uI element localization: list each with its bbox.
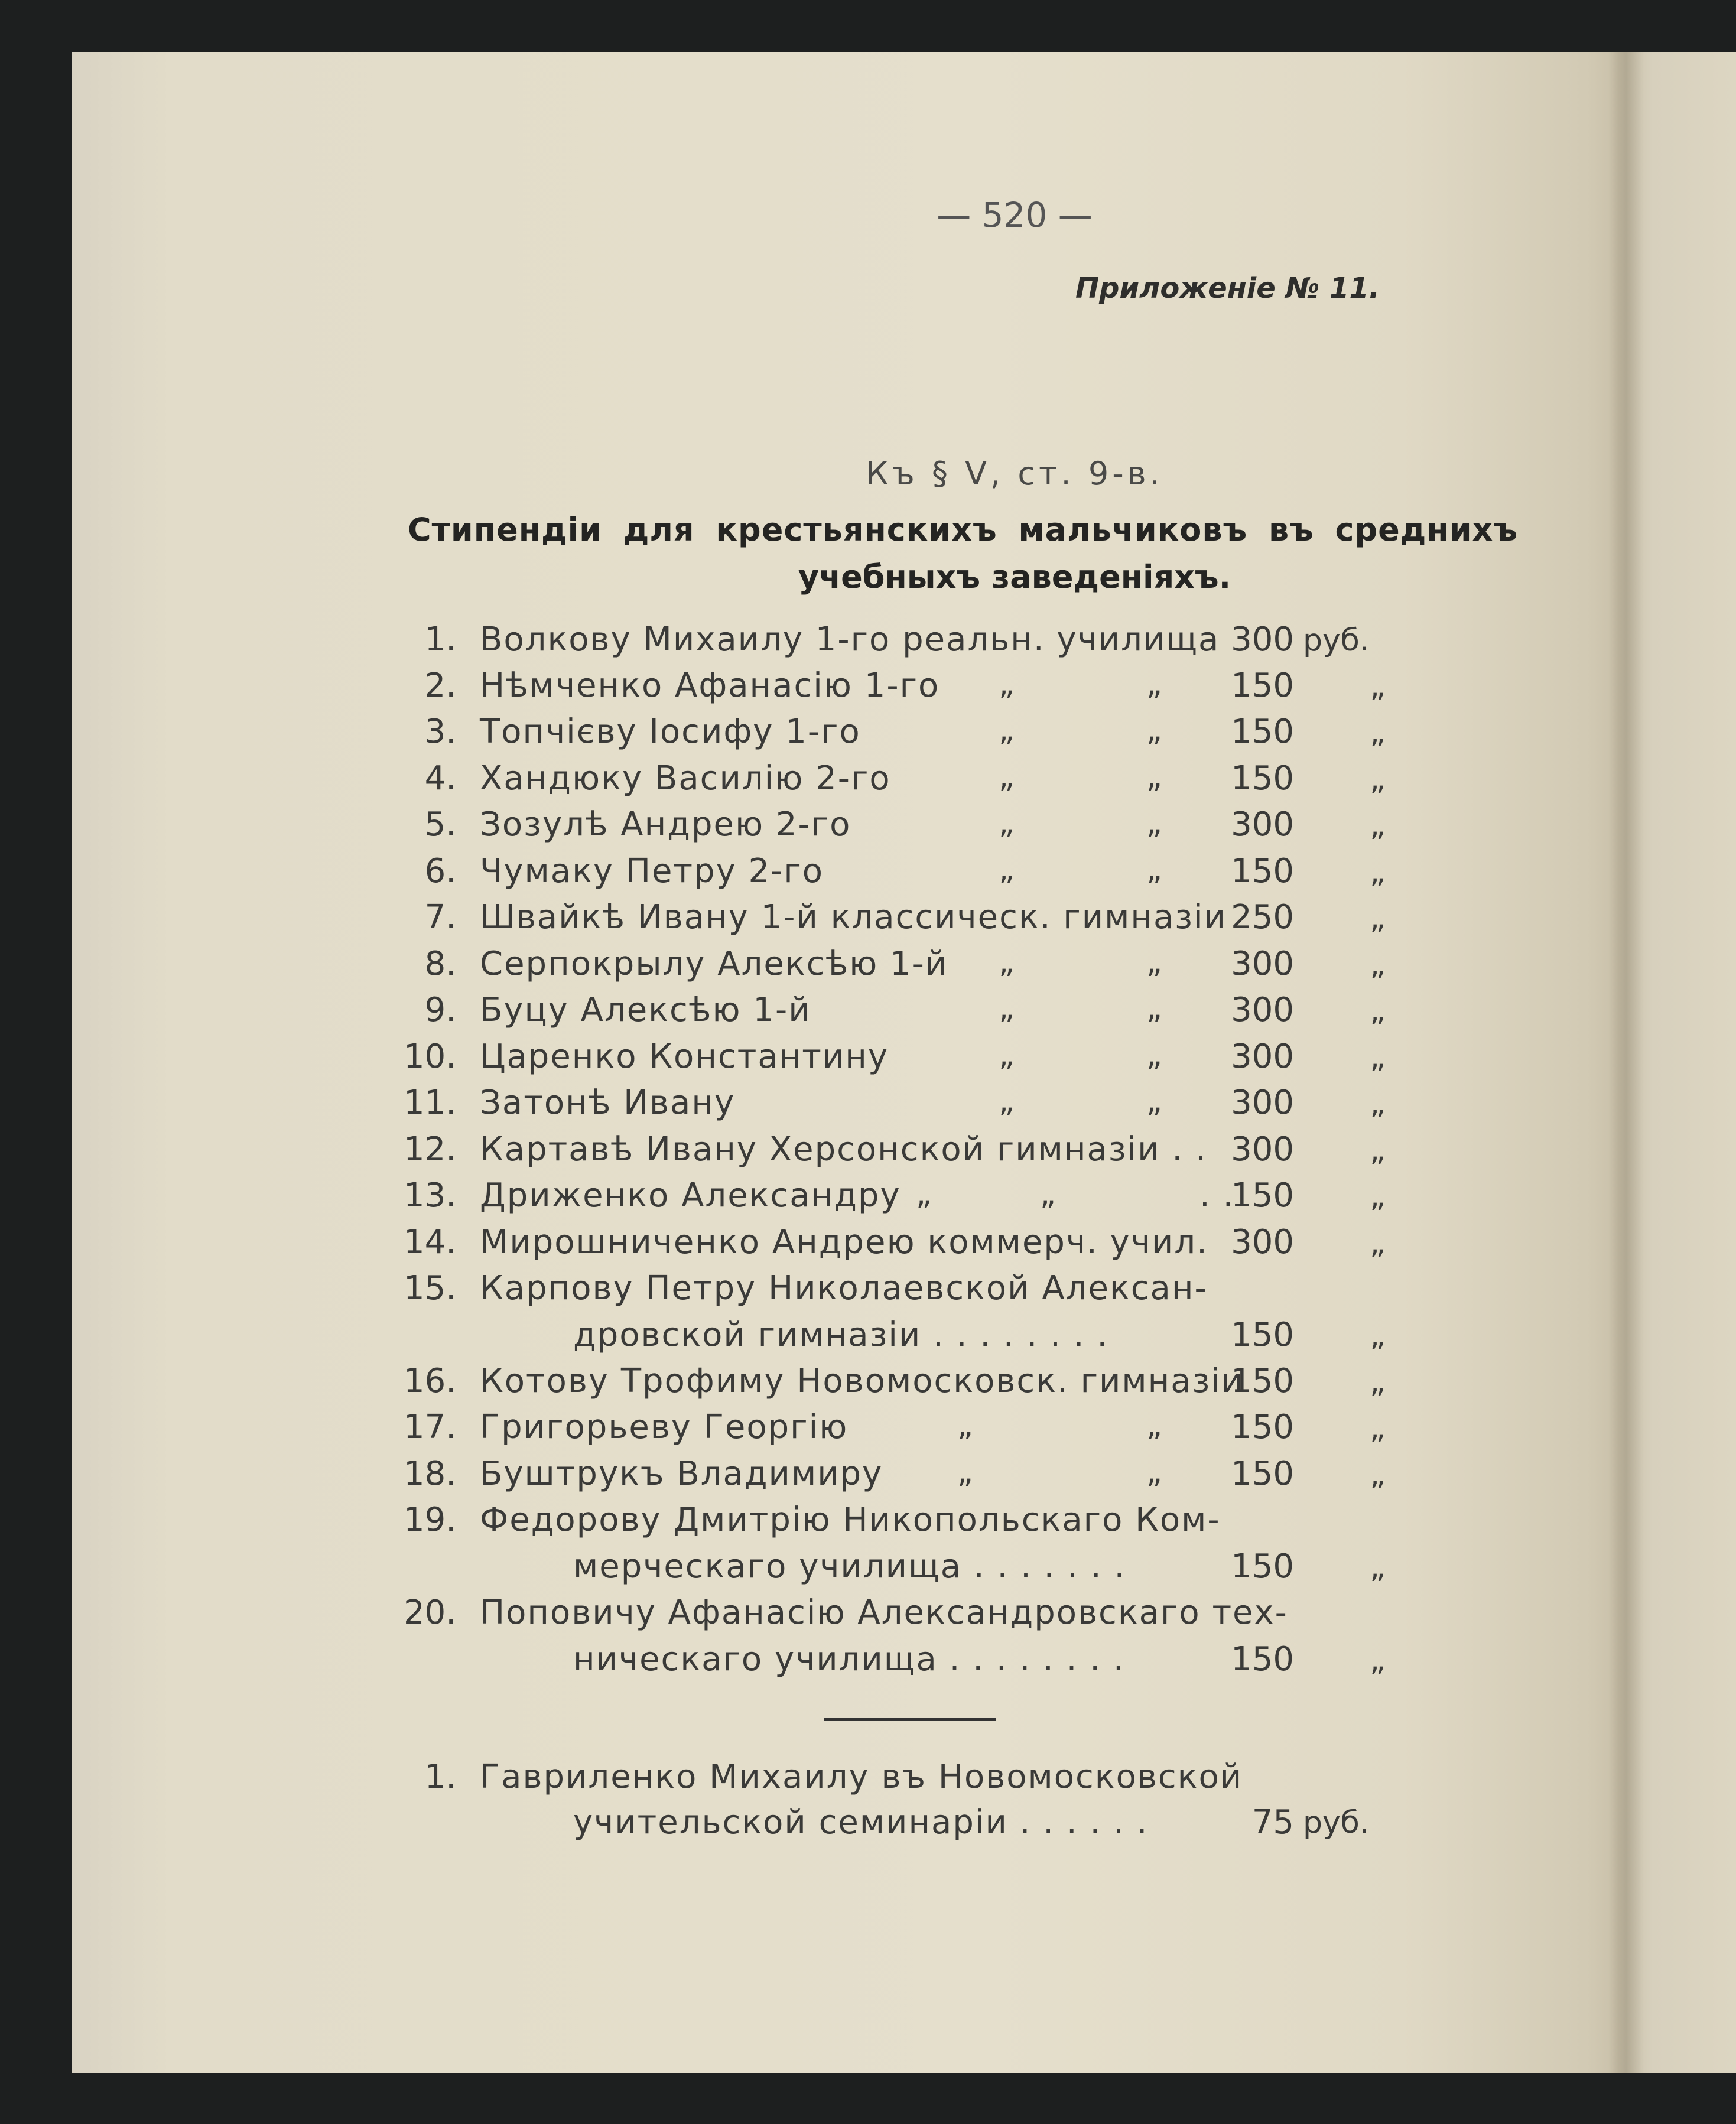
ditto-mark: „ <box>1146 1408 1162 1443</box>
entry-name: Топчієву Іосифу 1-го <box>480 713 861 751</box>
entry-name: Нѣмченко Афанасію 1-го <box>480 666 940 705</box>
entry-name: Дриженко Александру <box>480 1176 901 1215</box>
entry-leader-dots: . . <box>1199 1176 1235 1215</box>
entry-amount: 300 <box>1231 945 1294 983</box>
entry-name: Карпову Петру Николаевской Алексан- <box>480 1269 1208 1307</box>
entry-continuation: ническаго училища . . . . . . . . <box>573 1640 1125 1679</box>
entry-number: 9. <box>424 991 456 1029</box>
entry-amount: 300 <box>1231 1037 1294 1076</box>
entry-unit: „ <box>1370 993 1386 1029</box>
heading-line-1: Стипендіи для крестьянскихъ мальчиковъ въ среднихъ <box>408 511 1518 548</box>
entry-unit: „ <box>1370 900 1386 936</box>
entry-number: 12. <box>403 1130 456 1169</box>
ditto-mark: „ <box>957 1455 973 1490</box>
ditto-mark: „ <box>957 1408 973 1443</box>
ditto-mark: „ <box>1040 1176 1056 1212</box>
entry-unit: „ <box>1370 1364 1386 1400</box>
ditto-mark: „ <box>1146 945 1162 980</box>
ditto-mark: „ <box>999 759 1015 795</box>
entry-unit: „ <box>1370 1550 1386 1585</box>
page-number: — 520 — <box>937 195 1093 235</box>
ditto-mark: „ <box>999 991 1015 1026</box>
ditto-mark: „ <box>999 805 1015 841</box>
entry-unit: „ <box>1370 669 1386 704</box>
ditto-mark: „ <box>1146 713 1162 748</box>
entry-amount: 150 <box>1231 1176 1294 1215</box>
entry-number: 17. <box>403 1408 456 1446</box>
entry-name: Буштрукъ Владимиру <box>480 1455 883 1493</box>
ditto-mark: „ <box>999 1084 1015 1119</box>
appendix-label: Приложеніе № 11. <box>1075 272 1380 305</box>
entry-unit: „ <box>1370 1086 1386 1121</box>
entry-unit: „ <box>1370 1179 1386 1214</box>
entry-number: 7. <box>424 898 456 936</box>
entry-number: 5. <box>424 805 456 844</box>
entry-number: 10. <box>403 1037 456 1076</box>
entry-name: Чумаку Петру 2-го <box>480 852 824 890</box>
entry-amount: 300 <box>1231 1084 1294 1122</box>
entry-name: Хандюку Василію 2-го <box>480 759 891 798</box>
entry-number: 13. <box>403 1176 456 1215</box>
ditto-mark: „ <box>999 713 1015 748</box>
heading-line-2: учебныхъ заведеніяхъ. <box>798 558 1231 596</box>
ditto-mark: „ <box>999 1037 1015 1073</box>
entry-continuation: дровской гимназіи . . . . . . . . <box>573 1316 1109 1354</box>
ditto-mark: „ <box>1146 666 1162 702</box>
seminary-entry-line-2: учительской семинаріи . . . . . . <box>573 1803 1149 1842</box>
entry-number: 3. <box>424 713 456 751</box>
entry-amount: 150 <box>1231 852 1294 890</box>
entry-amount: 150 <box>1231 1455 1294 1493</box>
entry-name: Серпокрылу Алексѣю 1-й <box>480 945 948 983</box>
entry-unit: „ <box>1370 1457 1386 1492</box>
entry-amount: 150 <box>1231 1316 1294 1354</box>
entry-name: Буцу Алексѣю 1-й <box>480 991 811 1029</box>
entry-number: 8. <box>424 945 456 983</box>
ditto-mark: „ <box>1146 1455 1162 1490</box>
entry-name: Поповичу Афанасію Александровскаго тех- <box>480 1593 1288 1632</box>
entry-unit: „ <box>1370 1410 1386 1446</box>
entry-unit: „ <box>1370 1642 1386 1678</box>
entry-unit: „ <box>1370 1225 1386 1261</box>
ditto-mark: „ <box>999 852 1015 887</box>
entry-name: Царенко Константину <box>480 1037 889 1076</box>
ditto-mark: „ <box>999 666 1015 702</box>
entry-name: Затонѣ Ивану <box>480 1084 736 1122</box>
entry-unit: „ <box>1370 808 1386 843</box>
seminary-entry-number: 1. <box>424 1758 456 1796</box>
entry-amount: 150 <box>1231 759 1294 798</box>
ditto-mark: „ <box>916 1176 932 1212</box>
entry-number: 2. <box>424 666 456 705</box>
ditto-mark: „ <box>1146 805 1162 841</box>
entry-unit: „ <box>1370 715 1386 750</box>
entry-amount: 150 <box>1231 713 1294 751</box>
entry-number: 19. <box>403 1501 456 1539</box>
entry-name: Григорьеву Георгію <box>480 1408 849 1446</box>
ditto-mark: „ <box>999 945 1015 980</box>
entry-amount: 300 <box>1231 805 1294 844</box>
entry-amount: 300 <box>1231 991 1294 1029</box>
divider-rule <box>824 1718 996 1721</box>
entry-number: 11. <box>403 1084 456 1122</box>
entry-number: 14. <box>403 1223 456 1261</box>
seminary-entry-amount: 75 <box>1251 1803 1294 1842</box>
entry-name: Зозулѣ Андрею 2-го <box>480 805 851 844</box>
page-gutter-shadow <box>1608 52 1644 2073</box>
entry-amount: 300 <box>1231 1223 1294 1261</box>
ditto-mark: „ <box>1146 1037 1162 1073</box>
entry-name: Швайкѣ Ивану 1-й классическ. гимназіи <box>480 898 1227 936</box>
entry-amount: 300 <box>1231 1130 1294 1169</box>
entry-number: 4. <box>424 759 456 798</box>
ditto-mark: „ <box>1146 852 1162 887</box>
entry-number: 16. <box>403 1362 456 1400</box>
entry-unit: „ <box>1370 1133 1386 1168</box>
entry-unit: „ <box>1370 854 1386 890</box>
seminary-entry-unit: руб. <box>1303 1805 1370 1840</box>
entry-number: 20. <box>403 1593 456 1632</box>
entry-unit: руб. <box>1303 623 1370 658</box>
entry-unit: „ <box>1370 1040 1386 1075</box>
entry-unit: „ <box>1370 762 1386 797</box>
entry-unit: „ <box>1370 947 1386 983</box>
entry-amount: 300 <box>1231 620 1294 659</box>
entry-amount: 150 <box>1231 1362 1294 1400</box>
entry-amount: 150 <box>1231 666 1294 705</box>
entry-name: Волкову Михаилу 1-го реальн. училища <box>480 620 1220 659</box>
entry-name: Мирошниченко Андрею коммерч. учил. <box>480 1223 1208 1261</box>
entry-amount: 150 <box>1231 1547 1294 1586</box>
section-reference: Къ § V, ст. 9-в. <box>866 455 1163 492</box>
entry-unit: „ <box>1370 1318 1386 1354</box>
entry-amount: 150 <box>1231 1408 1294 1446</box>
entry-amount: 150 <box>1231 1640 1294 1679</box>
entry-name: Котову Трофиму Новомосковск. гимназіи <box>480 1362 1244 1400</box>
entry-number: 1. <box>424 620 456 659</box>
entry-name: Картавѣ Ивану Херсонской гимназіи . . <box>480 1130 1207 1169</box>
seminary-entry-line-1: Гавриленко Михаилу въ Новомосковской <box>480 1758 1243 1796</box>
entry-amount: 250 <box>1231 898 1294 936</box>
entry-continuation: мерческаго училища . . . . . . . <box>573 1547 1126 1586</box>
ditto-mark: „ <box>1146 1084 1162 1119</box>
entry-number: 6. <box>424 852 456 890</box>
entry-number: 15. <box>403 1269 456 1307</box>
ditto-mark: „ <box>1146 759 1162 795</box>
ditto-mark: „ <box>1146 991 1162 1026</box>
entry-name: Федорову Дмитрію Никопольскаго Ком- <box>480 1501 1221 1539</box>
entry-number: 18. <box>403 1455 456 1493</box>
